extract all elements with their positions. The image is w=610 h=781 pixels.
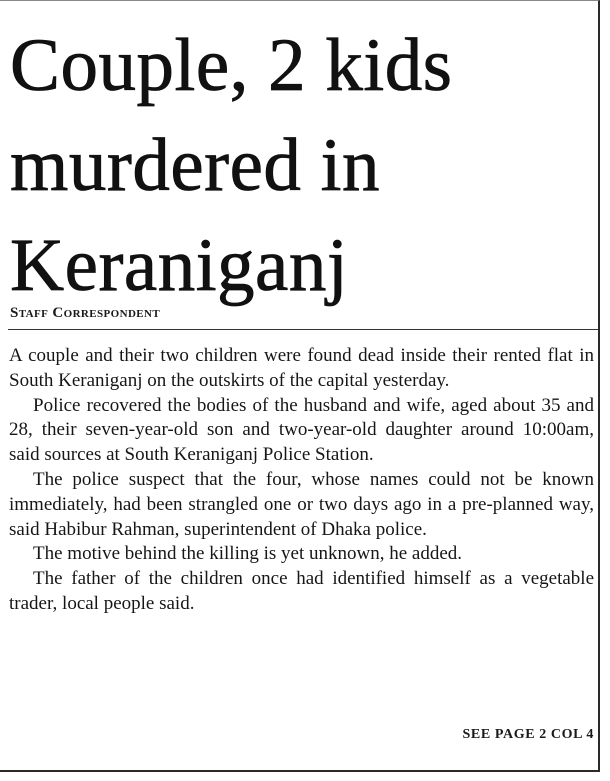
paragraph-5: The father of the children once had identified himself as a vegetable trader, local people said. bbox=[9, 568, 594, 614]
paragraph-2: Police recovered the bodies of the husband and wife, aged about 35 and 28, their seven-year-old son and two-year-old daughter around 10:00am, said sources at South Keraniganj Police Station. bbox=[9, 394, 594, 466]
paragraph-1: A couple and their two children were found dead inside their rented flat in South Keraniganj on the outskirts of the capital yesterday. bbox=[9, 345, 594, 391]
byline-divider bbox=[8, 329, 598, 330]
article-body bbox=[9, 344, 594, 617]
continued-jump-line: SEE PAGE 2 COL 4 bbox=[462, 727, 594, 742]
byline: Staff Correspondent bbox=[10, 305, 161, 321]
paragraph-4: The motive behind the killing is yet unknown, he added. bbox=[33, 543, 463, 565]
paragraph-3: The police suspect that the four, whose names could not be known immediately, had been strangled one or two days ago in a pre-planned way, said Habibur Rahman, superintendent of Dhaka police. bbox=[9, 468, 594, 540]
headline: Couple, 2 kids murdered in Keraniganj bbox=[10, 24, 453, 307]
